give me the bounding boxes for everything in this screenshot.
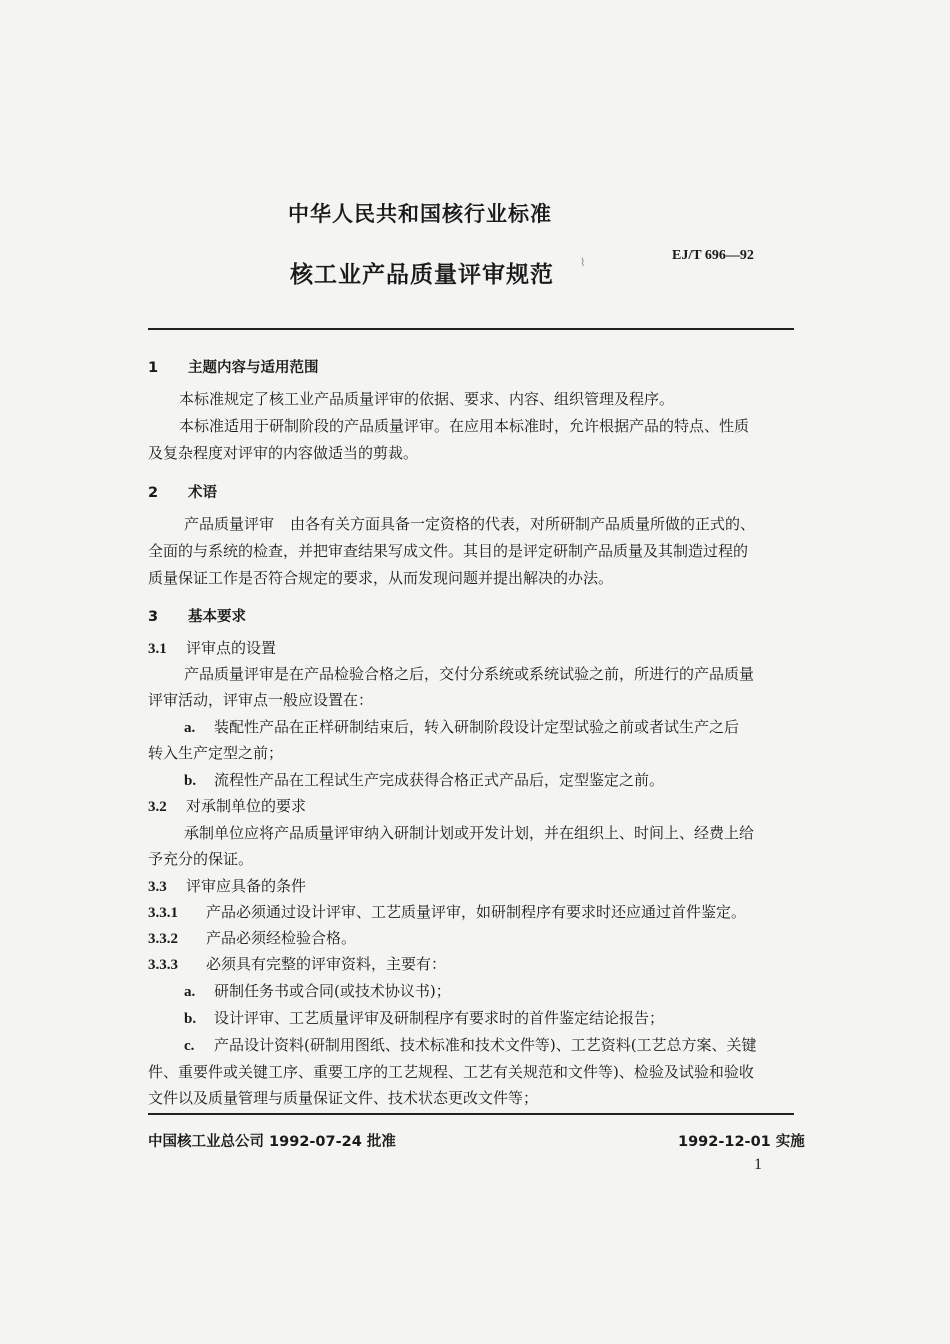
list-item-c bbox=[148, 1035, 832, 1056]
list-item-continuation: 件、重要件或关键工序、重要工序的工艺规程、工艺有关规范和文件等)、检验及试验和验收 bbox=[148, 1063, 754, 1081]
paragraph-continuation: 质量保证工作是否符合规定的要求，从而发现问题并提出解决的办法。 bbox=[148, 569, 614, 587]
clause-text: 必须具有完整的评审资料，主要有： bbox=[206, 955, 447, 973]
scan-mark: ⌇ bbox=[580, 256, 586, 269]
section-title: 基本要求 bbox=[188, 609, 246, 625]
clause-3-3-2 bbox=[148, 928, 796, 949]
list-text: 产品设计资料(研制用图纸、技术标准和技术文件等)、工艺资料(工艺总方案、关键 bbox=[214, 1036, 757, 1054]
subsection-number: 3.3 bbox=[148, 879, 167, 895]
section-3-heading bbox=[148, 607, 796, 627]
subsection-title: 对承制单位的要求 bbox=[186, 797, 307, 815]
list-marker: c. bbox=[184, 1038, 195, 1054]
list-item-a bbox=[148, 717, 832, 738]
definition-text: 由各有关方面具备一定资格的代表，对所研制产品质量所做的正式的、 bbox=[290, 515, 756, 533]
paragraph: 承制单位应将产品质量评审纳入研制计划或开发计划，并在组织上、时间上、经费上给 bbox=[184, 824, 755, 842]
section-number: 2 bbox=[148, 485, 159, 501]
subsection-number: 3.1 bbox=[148, 641, 167, 657]
subsection-3-2-heading bbox=[148, 796, 796, 817]
paragraph: 本标准适用于研制阶段的产品质量评审。在应用本标准时，允许根据产品的特点、性质 bbox=[179, 417, 750, 435]
standard-code: EJ/T 696—92 bbox=[672, 248, 754, 263]
list-marker: a. bbox=[184, 720, 196, 736]
paragraph-continuation: 评审活动，评审点一般应设置在： bbox=[148, 691, 374, 709]
paragraph-continuation: 及复杂程度对评审的内容做适当的剪裁。 bbox=[148, 444, 419, 462]
section-title: 术语 bbox=[188, 485, 217, 501]
definition-line bbox=[148, 514, 832, 534]
clause-number: 3.3.3 bbox=[148, 957, 178, 973]
subsection-number: 3.2 bbox=[148, 799, 167, 815]
effective-date: 1992-12-01 实施 bbox=[678, 1134, 805, 1150]
page-number: 1 bbox=[754, 1156, 762, 1173]
clause-number: 3.3.2 bbox=[148, 931, 178, 947]
section-1-heading bbox=[148, 358, 796, 378]
list-marker: b. bbox=[184, 773, 197, 789]
list-item-continuation: 转入生产定型之前； bbox=[148, 744, 284, 762]
clause-text: 产品必须通过设计评审、工艺质量评审，如研制程序有要求时还应通过首件鉴定。 bbox=[206, 903, 747, 921]
clause-text: 产品必须经检验合格。 bbox=[206, 929, 357, 947]
issuing-organization: 中华人民共和国核行业标准 bbox=[288, 202, 552, 226]
list-text: 研制任务书或合同(或技术协议书)； bbox=[214, 982, 451, 1000]
subsection-3-3-heading bbox=[148, 876, 796, 897]
list-marker: a. bbox=[184, 984, 196, 1000]
section-number: 1 bbox=[148, 360, 159, 376]
paragraph-continuation: 全面的与系统的检查，并把审查结果写成文件。其目的是评定研制产品质量及其制造过程的 bbox=[148, 542, 749, 560]
section-2-heading bbox=[148, 483, 796, 503]
clause-3-3-3 bbox=[148, 954, 796, 975]
bottom-rule bbox=[148, 1113, 794, 1115]
subsection-3-1-heading bbox=[148, 638, 796, 659]
document-title: 核工业产品质量评审规范 bbox=[290, 262, 554, 288]
list-item-b bbox=[148, 1008, 832, 1029]
defined-term: 产品质量评审 bbox=[184, 515, 275, 533]
subsection-title: 评审点的设置 bbox=[186, 639, 277, 657]
section-title: 主题内容与适用范围 bbox=[188, 360, 319, 376]
paragraph: 本标准规定了核工业产品质量评审的依据、要求、内容、组织管理及程序。 bbox=[179, 390, 675, 408]
list-text: 装配性产品在正样研制结束后，转入研制阶段设计定型试验之前或者试生产之后 bbox=[214, 718, 740, 736]
list-item-continuation: 文件以及质量管理与质量保证文件、技术状态更改文件等； bbox=[148, 1089, 539, 1107]
top-rule bbox=[148, 328, 794, 330]
subsection-title: 评审应具备的条件 bbox=[186, 877, 307, 895]
section-number: 3 bbox=[148, 609, 159, 625]
approval-date: 中国核工业总公司 1992-07-24 批准 bbox=[148, 1134, 396, 1150]
clause-number: 3.3.1 bbox=[148, 905, 178, 921]
paragraph: 产品质量评审是在产品检验合格之后，交付分系统或系统试验之前，所进行的产品质量 bbox=[184, 665, 755, 683]
paragraph-continuation: 予充分的保证。 bbox=[148, 850, 254, 868]
list-item-b bbox=[148, 770, 832, 791]
list-text: 流程性产品在工程试生产完成获得合格正式产品后，定型鉴定之前。 bbox=[214, 771, 665, 789]
list-item-a bbox=[148, 981, 832, 1002]
clause-3-3-1 bbox=[148, 902, 796, 923]
list-marker: b. bbox=[184, 1011, 197, 1027]
list-text: 设计评审、工艺质量评审及研制程序有要求时的首件鉴定结论报告； bbox=[214, 1009, 665, 1027]
